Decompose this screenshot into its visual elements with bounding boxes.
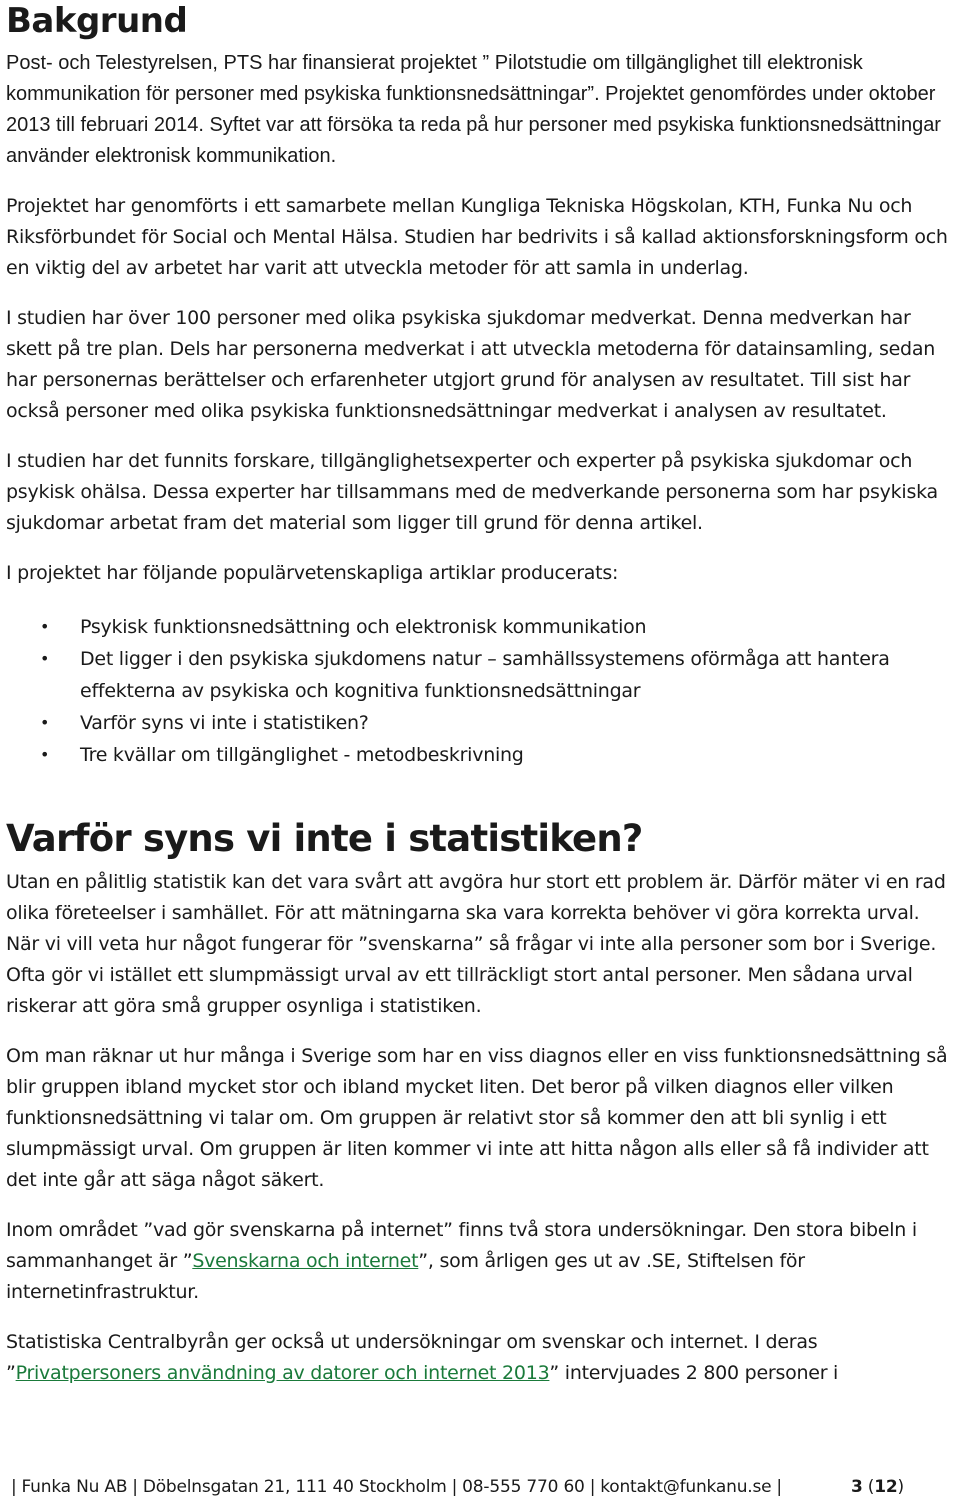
articles-list — [6, 611, 956, 771]
heading-varfor-syns-vi-inte: Varför syns vi inte i statistiken? — [6, 817, 643, 860]
paragraph-collaboration: Projektet har genomförts i ett samarbete mellan Kungliga Tekniska Högskolan, KTH, Funka Nu och Riksförbundet för Social och Mental Hälsa. Studien har bedrivits i så kallad aktionsforskningsform och en viktig del av arbetet har varit att utveckla metoder för att samla in underlag. — [6, 195, 948, 279]
paragraph-experts: I studien har det funnits forskare, tillgänglighetsexperter och experter på psykiska sjukdomar och psykisk ohälsa. Dessa experter har tillsammans med de medverkande personerna som har psykiska sjukdomar arbetat fram det material som ligger till grund för denna artikel. — [6, 450, 938, 534]
list-item: • Det ligger i den psykiska sjukdomens natur – samhällssystemens oförmåga att hantera effekterna av psykiska och kognitiva funktionsnedsättningar — [6, 643, 956, 707]
list-item: • Psykisk funktionsnedsättning och elektronisk kommunikation — [6, 611, 956, 643]
bullet-icon: • — [40, 617, 50, 636]
footer-company: Funka Nu AB — [21, 1477, 128, 1497]
footer-address: Döbelnsgatan 21, 111 40 Stockholm — [142, 1477, 447, 1497]
bullet-icon: • — [40, 713, 50, 732]
paragraph-surveys: Inom området ”vad gör svenskarna på internet” finns två stora undersökningar. Den stora bibeln i sammanhanget är ”Svenskarna och internet”, som årligen ges ut av .SE, Stiftelsen för internetinfrastruktur. — [6, 1219, 917, 1303]
footer-email: kontakt@funkanu.se — [600, 1477, 772, 1497]
paragraph-participants: I studien har över 100 personer med olika psykiska sjukdomar medverkat. Denna medverkan har skett på tre plan. Dels har personerna medverkat i att utveckla metoderna för datainsamling, sedan har personernas berättelser och erfarenheter utgjort grund för analysen av resultatet. Till sist har också personer med olika psykiska funktionsnedsättningar medverkat i analysen av resultatet. — [6, 307, 936, 422]
document-page — [6, 0, 956, 1389]
footer-phone: 08-555 770 60 — [462, 1477, 585, 1497]
paragraph-intro: Post- och Telestyrelsen, PTS har finansierat projektet ” Pilotstudie om tillgänglighet till elektronisk kommunikation för personer med psykiska funktionsnedsättningar”. Projektet genomfördes under oktober 2013 till februari 2014. Syftet var att försöka ta reda på hur personer med psykiska funktionsnedsättningar använder elektronisk kommunikation. — [6, 52, 941, 167]
page-footer: | Funka Nu AB | Döbelnsgatan 21, 111 40 Stockholm | 08-555 770 60 | kontakt@funkanu.se | 3 (12) — [11, 1477, 904, 1497]
link-privatpersoners-anvandning[interactable]: Privatpersoners användning av datorer och internet 2013 — [15, 1362, 550, 1384]
link-svenskarna-och-internet[interactable]: Svenskarna och internet — [192, 1250, 419, 1272]
footer-page-total: 12 — [874, 1477, 898, 1497]
paragraph-group-size: Om man räknar ut hur många i Sverige som har en viss diagnos eller en viss funktionsnedsättning så blir gruppen ibland mycket stor och ibland mycket liten. Det beror på vilken diagnos eller vilken funktionsnedsättning vi talar om. Om gruppen är relativt stor så kommer den att bli synlig i ett slumpmässigt urval. Om gruppen är liten kommer vi inte att hitta någon alls eller så få individer att det inte går att säga något säkert. — [6, 1045, 948, 1191]
footer-page-number: 3 — [850, 1477, 863, 1497]
bullet-icon: • — [40, 745, 50, 764]
paragraph-scb: Statistiska Centralbyrån ger också ut undersökningar om svenskar och internet. I deras ”Privatpersoners användning av datorer och internet 2013” intervjuades 2 800 personer i — [6, 1331, 839, 1384]
list-item: • Tre kvällar om tillgänglighet - metodbeskrivning — [6, 739, 956, 771]
paragraph-articles-intro: I projektet har följande populärvetenskapliga artiklar producerats: — [6, 562, 619, 584]
bullet-icon: • — [40, 649, 50, 668]
paragraph-statistics: Utan en pålitlig statistik kan det vara svårt att avgöra hur stort ett problem är. Därför mäter vi en rad olika företeelser i samhället. För att mätningarna ska vara korrekta behöver vi göra korrekta urval. När vi vill veta hur något fungerar för ”svenskarna” så frågar vi inte alla personer som bor i Sverige. Ofta gör vi istället ett slumpmässigt urval av ett tillräckligt stort antal personer. Men sådana urval riskerar att göra små grupper osynliga i statistiken. — [6, 871, 946, 1017]
list-item: • Varför syns vi inte i statistiken? — [6, 707, 956, 739]
heading-bakgrund: Bakgrund — [6, 1, 188, 41]
